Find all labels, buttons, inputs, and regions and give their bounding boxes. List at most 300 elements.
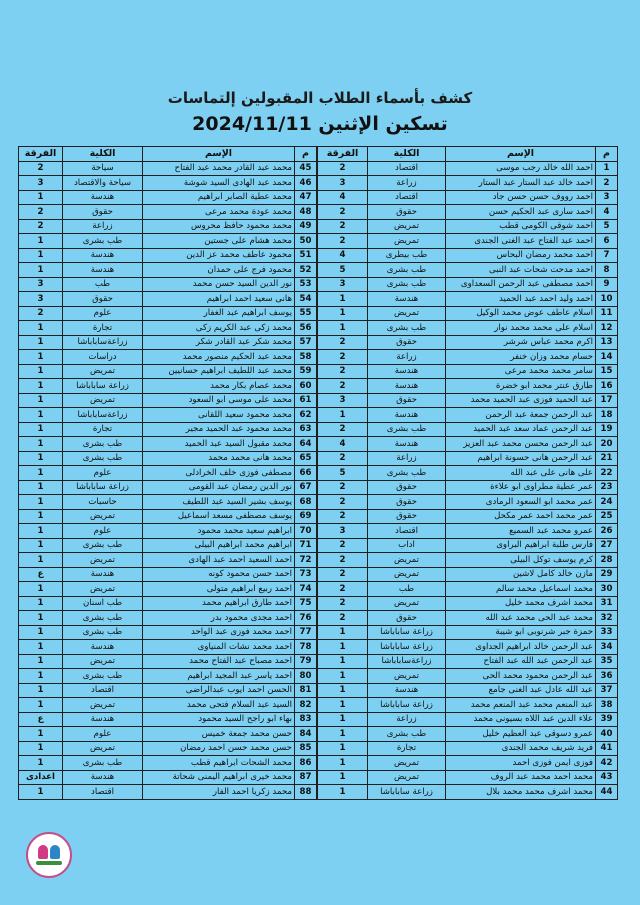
- faculty-cell: طب اسنان: [63, 596, 143, 611]
- row-number: 80: [295, 669, 317, 684]
- table-row: [19, 712, 317, 727]
- student-name: عبد الرحمن عماد سعد عبد الحميد: [446, 422, 596, 437]
- faculty-cell: هندسة: [368, 364, 446, 379]
- student-name: هانى سعيد احمد ابراهيم: [143, 292, 295, 307]
- row-number: 19: [596, 422, 618, 437]
- student-name: احمد وليد احمد عبد الحميد: [446, 292, 596, 307]
- row-number: 23: [596, 480, 618, 495]
- row-number: 65: [295, 451, 317, 466]
- faculty-cell: زراعةساباباشا: [63, 335, 143, 350]
- student-name: محمد اشرف محمد محمد بلال: [446, 785, 596, 800]
- row-number: 2: [596, 176, 618, 191]
- level-cell: 3: [318, 277, 368, 292]
- faculty-cell: تجارة: [368, 741, 446, 756]
- row-number: 42: [596, 756, 618, 771]
- figure-blue-icon: [50, 845, 60, 859]
- faculty-cell: تمريض: [63, 393, 143, 408]
- header-name: الإسم: [446, 147, 596, 162]
- table-row: [318, 741, 618, 756]
- faculty-cell: طب بشرى: [368, 263, 446, 278]
- faculty-cell: علوم: [63, 466, 143, 481]
- student-name: كرم يوسف توكل البيلى: [446, 553, 596, 568]
- level-cell: 2: [318, 480, 368, 495]
- faculty-cell: هندسة: [63, 263, 143, 278]
- student-name: احمد الله خالد رجب موسى: [446, 161, 596, 176]
- header-faculty: الكلية: [63, 147, 143, 162]
- row-number: 74: [295, 582, 317, 597]
- faculty-cell: طب بشرى: [368, 277, 446, 292]
- level-cell: 1: [318, 770, 368, 785]
- row-number: 85: [295, 741, 317, 756]
- row-number: 67: [295, 480, 317, 495]
- table-row: [19, 654, 317, 669]
- table-row: [318, 335, 618, 350]
- level-cell: 2: [318, 553, 368, 568]
- table-row: [318, 277, 618, 292]
- table-row: [19, 495, 317, 510]
- faculty-cell: هندسة: [63, 567, 143, 582]
- table-row: [19, 408, 317, 423]
- level-cell: 1: [318, 683, 368, 698]
- table-row: [19, 234, 317, 249]
- row-number: 7: [596, 248, 618, 263]
- student-name: احمد طارق ابراهيم محمد: [143, 596, 295, 611]
- table-row: [318, 640, 618, 655]
- row-number: 73: [295, 567, 317, 582]
- table-row: [19, 190, 317, 205]
- table-row: [19, 509, 317, 524]
- table-row: [19, 466, 317, 481]
- table-row: [19, 582, 317, 597]
- student-name: محمد شكر عبد القادر شكر: [143, 335, 295, 350]
- row-number: 34: [596, 640, 618, 655]
- level-cell: 1: [19, 350, 63, 365]
- student-name: يوسف بشير السيد عبد اللطيف: [143, 495, 295, 510]
- student-name: محمد هانى محمد محمد: [143, 451, 295, 466]
- student-name: عمر عطية مطراوى ابو علاءة: [446, 480, 596, 495]
- faculty-cell: طب بشرى: [63, 756, 143, 771]
- student-name: احمد مصباح عبد الفتاح محمد: [143, 654, 295, 669]
- level-cell: 1: [318, 292, 368, 307]
- header-num: م: [295, 147, 317, 162]
- student-name: محمد عبد الحى محمد عبد الله: [446, 611, 596, 626]
- table-row: [19, 538, 317, 553]
- level-cell: 2: [318, 335, 368, 350]
- level-cell: 2: [318, 451, 368, 466]
- table-row: [19, 350, 317, 365]
- level-cell: 1: [19, 321, 63, 336]
- students-sheet: [20, 146, 618, 800]
- faculty-cell: تمريض: [63, 698, 143, 713]
- table-row: [19, 785, 317, 800]
- table-row: [318, 379, 618, 394]
- student-name: علاء الدين عبد اللاه بسيونى محمد: [446, 712, 596, 727]
- organization-logo: [26, 832, 72, 878]
- level-cell: 1: [318, 408, 368, 423]
- faculty-cell: هندسة: [63, 770, 143, 785]
- level-cell: 2: [318, 422, 368, 437]
- level-cell: 3: [19, 277, 63, 292]
- level-cell: 2: [318, 538, 368, 553]
- row-number: 26: [596, 524, 618, 539]
- row-number: 57: [295, 335, 317, 350]
- table-row: [318, 524, 618, 539]
- row-number: 54: [295, 292, 317, 307]
- row-number: 29: [596, 567, 618, 582]
- faculty-cell: زراعة: [368, 451, 446, 466]
- level-cell: 1: [19, 451, 63, 466]
- level-cell: 1: [19, 437, 63, 452]
- row-number: 24: [596, 495, 618, 510]
- faculty-cell: هندسة: [368, 379, 446, 394]
- row-number: 18: [596, 408, 618, 423]
- table-row: [19, 161, 317, 176]
- faculty-cell: تمريض: [63, 582, 143, 597]
- level-cell: 2: [19, 161, 63, 176]
- table-row: [318, 408, 618, 423]
- row-number: 39: [596, 712, 618, 727]
- student-name: محمد زكريا احمد الفار: [143, 785, 295, 800]
- row-number: 22: [596, 466, 618, 481]
- row-number: 21: [596, 451, 618, 466]
- level-cell: 1: [19, 756, 63, 771]
- faculty-cell: حقوق: [368, 495, 446, 510]
- faculty-cell: تمريض: [63, 509, 143, 524]
- table-row: [318, 292, 618, 307]
- level-cell: 1: [318, 785, 368, 800]
- table-row: [318, 176, 618, 191]
- student-name: عمر محمد احمد عمر مكحل: [446, 509, 596, 524]
- student-name: احمد رووف حسن حسن جاد: [446, 190, 596, 205]
- student-name: محمد عبد الحكيم منصور محمد: [143, 350, 295, 365]
- level-cell: 2: [318, 219, 368, 234]
- row-number: 43: [596, 770, 618, 785]
- faculty-cell: طب بشرى: [63, 451, 143, 466]
- level-cell: 1: [318, 669, 368, 684]
- student-name: احمد مجدى محمود بدر: [143, 611, 295, 626]
- student-name: طارق عنتر محمد ابو خضرة: [446, 379, 596, 394]
- level-cell: 3: [318, 393, 368, 408]
- table-row: [19, 205, 317, 220]
- level-cell: 1: [19, 422, 63, 437]
- table-row: [19, 379, 317, 394]
- row-number: 55: [295, 306, 317, 321]
- faculty-cell: حقوق: [368, 393, 446, 408]
- row-number: 62: [295, 408, 317, 423]
- faculty-cell: هندسة: [368, 408, 446, 423]
- row-number: 81: [295, 683, 317, 698]
- row-number: 4: [596, 205, 618, 220]
- student-name: محمد عودة محمد مرعى: [143, 205, 295, 220]
- faculty-cell: تمريض: [368, 567, 446, 582]
- level-cell: 1: [19, 393, 63, 408]
- level-cell: 1: [318, 625, 368, 640]
- row-number: 71: [295, 538, 317, 553]
- faculty-cell: اداب: [368, 538, 446, 553]
- table-row: [318, 161, 618, 176]
- student-name: احمد مصطفى عبد الرحمن السعداوى: [446, 277, 596, 292]
- table-row: [318, 422, 618, 437]
- student-name: محمد اشرف محمد خليل: [446, 596, 596, 611]
- faculty-cell: هندسة: [368, 437, 446, 452]
- level-cell: 1: [19, 538, 63, 553]
- student-name: اكرم محمد عباس شرشر: [446, 335, 596, 350]
- table-row: [318, 321, 618, 336]
- table-row: [318, 712, 618, 727]
- students-table-left: [18, 146, 317, 800]
- level-cell: 1: [318, 698, 368, 713]
- faculty-cell: تمريض: [368, 553, 446, 568]
- table-row: [19, 422, 317, 437]
- student-name: احمد ربيع ابراهيم متولى: [143, 582, 295, 597]
- row-number: 44: [596, 785, 618, 800]
- student-name: يوسف مصطفى مسعد اسماعيل: [143, 509, 295, 524]
- row-number: 16: [596, 379, 618, 394]
- level-cell: 1: [318, 321, 368, 336]
- level-cell: 2: [318, 205, 368, 220]
- row-number: 58: [295, 350, 317, 365]
- faculty-cell: حقوق: [368, 205, 446, 220]
- level-cell: 1: [19, 698, 63, 713]
- student-name: محمد على موسى ابو السعود: [143, 393, 295, 408]
- level-cell: 1: [318, 654, 368, 669]
- row-number: 59: [295, 364, 317, 379]
- row-number: 28: [596, 553, 618, 568]
- level-cell: 2: [318, 495, 368, 510]
- faculty-cell: طب: [63, 277, 143, 292]
- student-name: عبد الله عادل عبد الغنى جامع: [446, 683, 596, 698]
- faculty-cell: اقتصاد: [368, 161, 446, 176]
- student-name: احمد شوقى الكومى قطب: [446, 219, 596, 234]
- student-name: محمد احمد محمد عبد الروف: [446, 770, 596, 785]
- table-row: [318, 625, 618, 640]
- row-number: 8: [596, 263, 618, 278]
- faculty-cell: طب: [368, 582, 446, 597]
- table-row: [19, 263, 317, 278]
- row-number: 68: [295, 495, 317, 510]
- table-row: [318, 611, 618, 626]
- level-cell: ع: [19, 712, 63, 727]
- level-cell: 1: [19, 466, 63, 481]
- level-cell: 1: [19, 335, 63, 350]
- student-name: عبد الرحمن عبد الله عبد الفتاح: [446, 654, 596, 669]
- row-number: 78: [295, 640, 317, 655]
- student-name: محمد هشام على جستين: [143, 234, 295, 249]
- faculty-cell: زراعةساباباشا: [368, 654, 446, 669]
- row-number: 30: [596, 582, 618, 597]
- row-number: 82: [295, 698, 317, 713]
- level-cell: 1: [19, 364, 63, 379]
- level-cell: 1: [19, 495, 63, 510]
- table-row: [318, 770, 618, 785]
- faculty-cell: هندسة: [368, 292, 446, 307]
- table-row: [19, 567, 317, 582]
- table-row: [318, 654, 618, 669]
- student-name: احمد السعيد احمد عبد الهادى: [143, 553, 295, 568]
- student-name: محمد عصام بكار محمد: [143, 379, 295, 394]
- table-row: [318, 466, 618, 481]
- student-name: احمد محمد رمضان البحاس: [446, 248, 596, 263]
- level-cell: 2: [318, 567, 368, 582]
- faculty-cell: طب بشرى: [368, 321, 446, 336]
- faculty-cell: طب بيطرى: [368, 248, 446, 263]
- table-row: [19, 248, 317, 263]
- faculty-cell: طب بشرى: [63, 538, 143, 553]
- row-number: 72: [295, 553, 317, 568]
- table-body-right: [318, 161, 618, 799]
- student-name: يوسف ابراهيم عبد الغفار: [143, 306, 295, 321]
- table-row: [19, 741, 317, 756]
- student-name: عبد الرحمن محمود محمد الحى: [446, 669, 596, 684]
- student-name: محمد مقبول السيد عبد الحميد: [143, 437, 295, 452]
- faculty-cell: تمريض: [368, 669, 446, 684]
- student-name: فريد شريف محمد الجندى: [446, 741, 596, 756]
- faculty-cell: تمريض: [63, 654, 143, 669]
- row-number: 14: [596, 350, 618, 365]
- student-name: محمد اسماعيل محمد سالم: [446, 582, 596, 597]
- row-number: 6: [596, 234, 618, 249]
- table-row: [19, 292, 317, 307]
- faculty-cell: هندسة: [63, 190, 143, 205]
- faculty-cell: حاسبات: [63, 495, 143, 510]
- faculty-cell: تمريض: [63, 741, 143, 756]
- row-number: 1: [596, 161, 618, 176]
- row-number: 3: [596, 190, 618, 205]
- level-cell: ع: [19, 567, 63, 582]
- student-name: محمود فرج على حمدان: [143, 263, 295, 278]
- faculty-cell: اقتصاد: [63, 785, 143, 800]
- level-cell: 1: [19, 263, 63, 278]
- table-row: [19, 364, 317, 379]
- faculty-cell: علوم: [63, 524, 143, 539]
- faculty-cell: اقتصاد: [63, 683, 143, 698]
- level-cell: 2: [318, 161, 368, 176]
- header-num: م: [596, 147, 618, 162]
- row-number: 86: [295, 756, 317, 771]
- faculty-cell: زراعة ساباباشا: [368, 785, 446, 800]
- faculty-cell: دراسات: [63, 350, 143, 365]
- student-name: حسام محمد وزان خنفر: [446, 350, 596, 365]
- faculty-cell: حقوق: [368, 611, 446, 626]
- student-name: مازن خالد كامل لاشين: [446, 567, 596, 582]
- level-cell: 2: [19, 306, 63, 321]
- level-cell: 1: [19, 582, 63, 597]
- row-number: 17: [596, 393, 618, 408]
- faculty-cell: هندسة: [63, 248, 143, 263]
- faculty-cell: تمريض: [368, 234, 446, 249]
- table-row: [19, 640, 317, 655]
- level-cell: 1: [19, 553, 63, 568]
- table-row: [19, 625, 317, 640]
- row-number: 83: [295, 712, 317, 727]
- row-number: 87: [295, 770, 317, 785]
- table-row: [318, 727, 618, 742]
- table-row: [318, 306, 618, 321]
- faculty-cell: طب بشرى: [63, 625, 143, 640]
- faculty-cell: تجارة: [63, 321, 143, 336]
- level-cell: 1: [318, 727, 368, 742]
- table-row: [318, 538, 618, 553]
- faculty-cell: طب بشرى: [63, 611, 143, 626]
- student-name: محمود عاطف محمد عز الدين: [143, 248, 295, 263]
- level-cell: 1: [19, 480, 63, 495]
- level-cell: 1: [19, 654, 63, 669]
- faculty-cell: تمريض: [368, 306, 446, 321]
- table-row: [318, 248, 618, 263]
- student-name: نور الدين رمضان عبد القومى: [143, 480, 295, 495]
- faculty-cell: زراعة ساباباشا: [63, 379, 143, 394]
- table-row: [19, 321, 317, 336]
- level-cell: 1: [19, 669, 63, 684]
- student-name: بهاء ابو راجح السيد محمود: [143, 712, 295, 727]
- level-cell: 1: [19, 379, 63, 394]
- table-body-left: [19, 161, 317, 799]
- table-row: [19, 219, 317, 234]
- row-number: 77: [295, 625, 317, 640]
- table-row: [19, 596, 317, 611]
- level-cell: 2: [318, 234, 368, 249]
- level-cell: 1: [19, 683, 63, 698]
- faculty-cell: حقوق: [368, 509, 446, 524]
- row-number: 79: [295, 654, 317, 669]
- level-cell: 1: [19, 611, 63, 626]
- level-cell: 1: [19, 741, 63, 756]
- row-number: 47: [295, 190, 317, 205]
- student-name: احمد محمد نشات المنياوى: [143, 640, 295, 655]
- table-row: [318, 567, 618, 582]
- level-cell: 1: [19, 408, 63, 423]
- row-number: 46: [295, 176, 317, 191]
- row-number: 36: [596, 669, 618, 684]
- row-number: 41: [596, 741, 618, 756]
- faculty-cell: زراعة: [368, 350, 446, 365]
- faculty-cell: تمريض: [63, 553, 143, 568]
- table-row: [19, 756, 317, 771]
- table-row: [318, 350, 618, 365]
- faculty-cell: هندسة: [63, 640, 143, 655]
- row-number: 27: [596, 538, 618, 553]
- table-row: [318, 785, 618, 800]
- level-cell: 2: [19, 205, 63, 220]
- student-name: حسن محمد جمعة خميس: [143, 727, 295, 742]
- student-name: محمد زكى عبد الكريم زكى: [143, 321, 295, 336]
- level-cell: 3: [318, 176, 368, 191]
- student-name: احمد عبد الفتاح عبد الغنى الجندى: [446, 234, 596, 249]
- table-row: [318, 393, 618, 408]
- faculty-cell: زراعة: [368, 712, 446, 727]
- row-number: 33: [596, 625, 618, 640]
- table-row: [19, 524, 317, 539]
- student-name: محمد محمود سعيد اللقانى: [143, 408, 295, 423]
- table-row: [19, 393, 317, 408]
- row-number: 88: [295, 785, 317, 800]
- student-name: عبد الرحمن محسن محمد عبد العزيز: [446, 437, 596, 452]
- level-cell: 1: [19, 190, 63, 205]
- row-number: 50: [295, 234, 317, 249]
- level-cell: 1: [318, 756, 368, 771]
- student-name: مصطفى فوزى خلف الخرادلى: [143, 466, 295, 481]
- level-cell: 1: [318, 712, 368, 727]
- student-name: حسن محمد حسن احمد رمضان: [143, 741, 295, 756]
- table-row: [19, 669, 317, 684]
- student-name: عبد الرحمن هانى حسونة ابراهيم: [446, 451, 596, 466]
- row-number: 66: [295, 466, 317, 481]
- level-cell: 2: [19, 219, 63, 234]
- student-name: محمد عطية الصابر ابراهيم: [143, 190, 295, 205]
- faculty-cell: زراعة ساباباشا: [63, 480, 143, 495]
- table-row: [318, 234, 618, 249]
- page-title: كشف بأسماء الطلاب المقبولين إلتماسات: [167, 89, 473, 107]
